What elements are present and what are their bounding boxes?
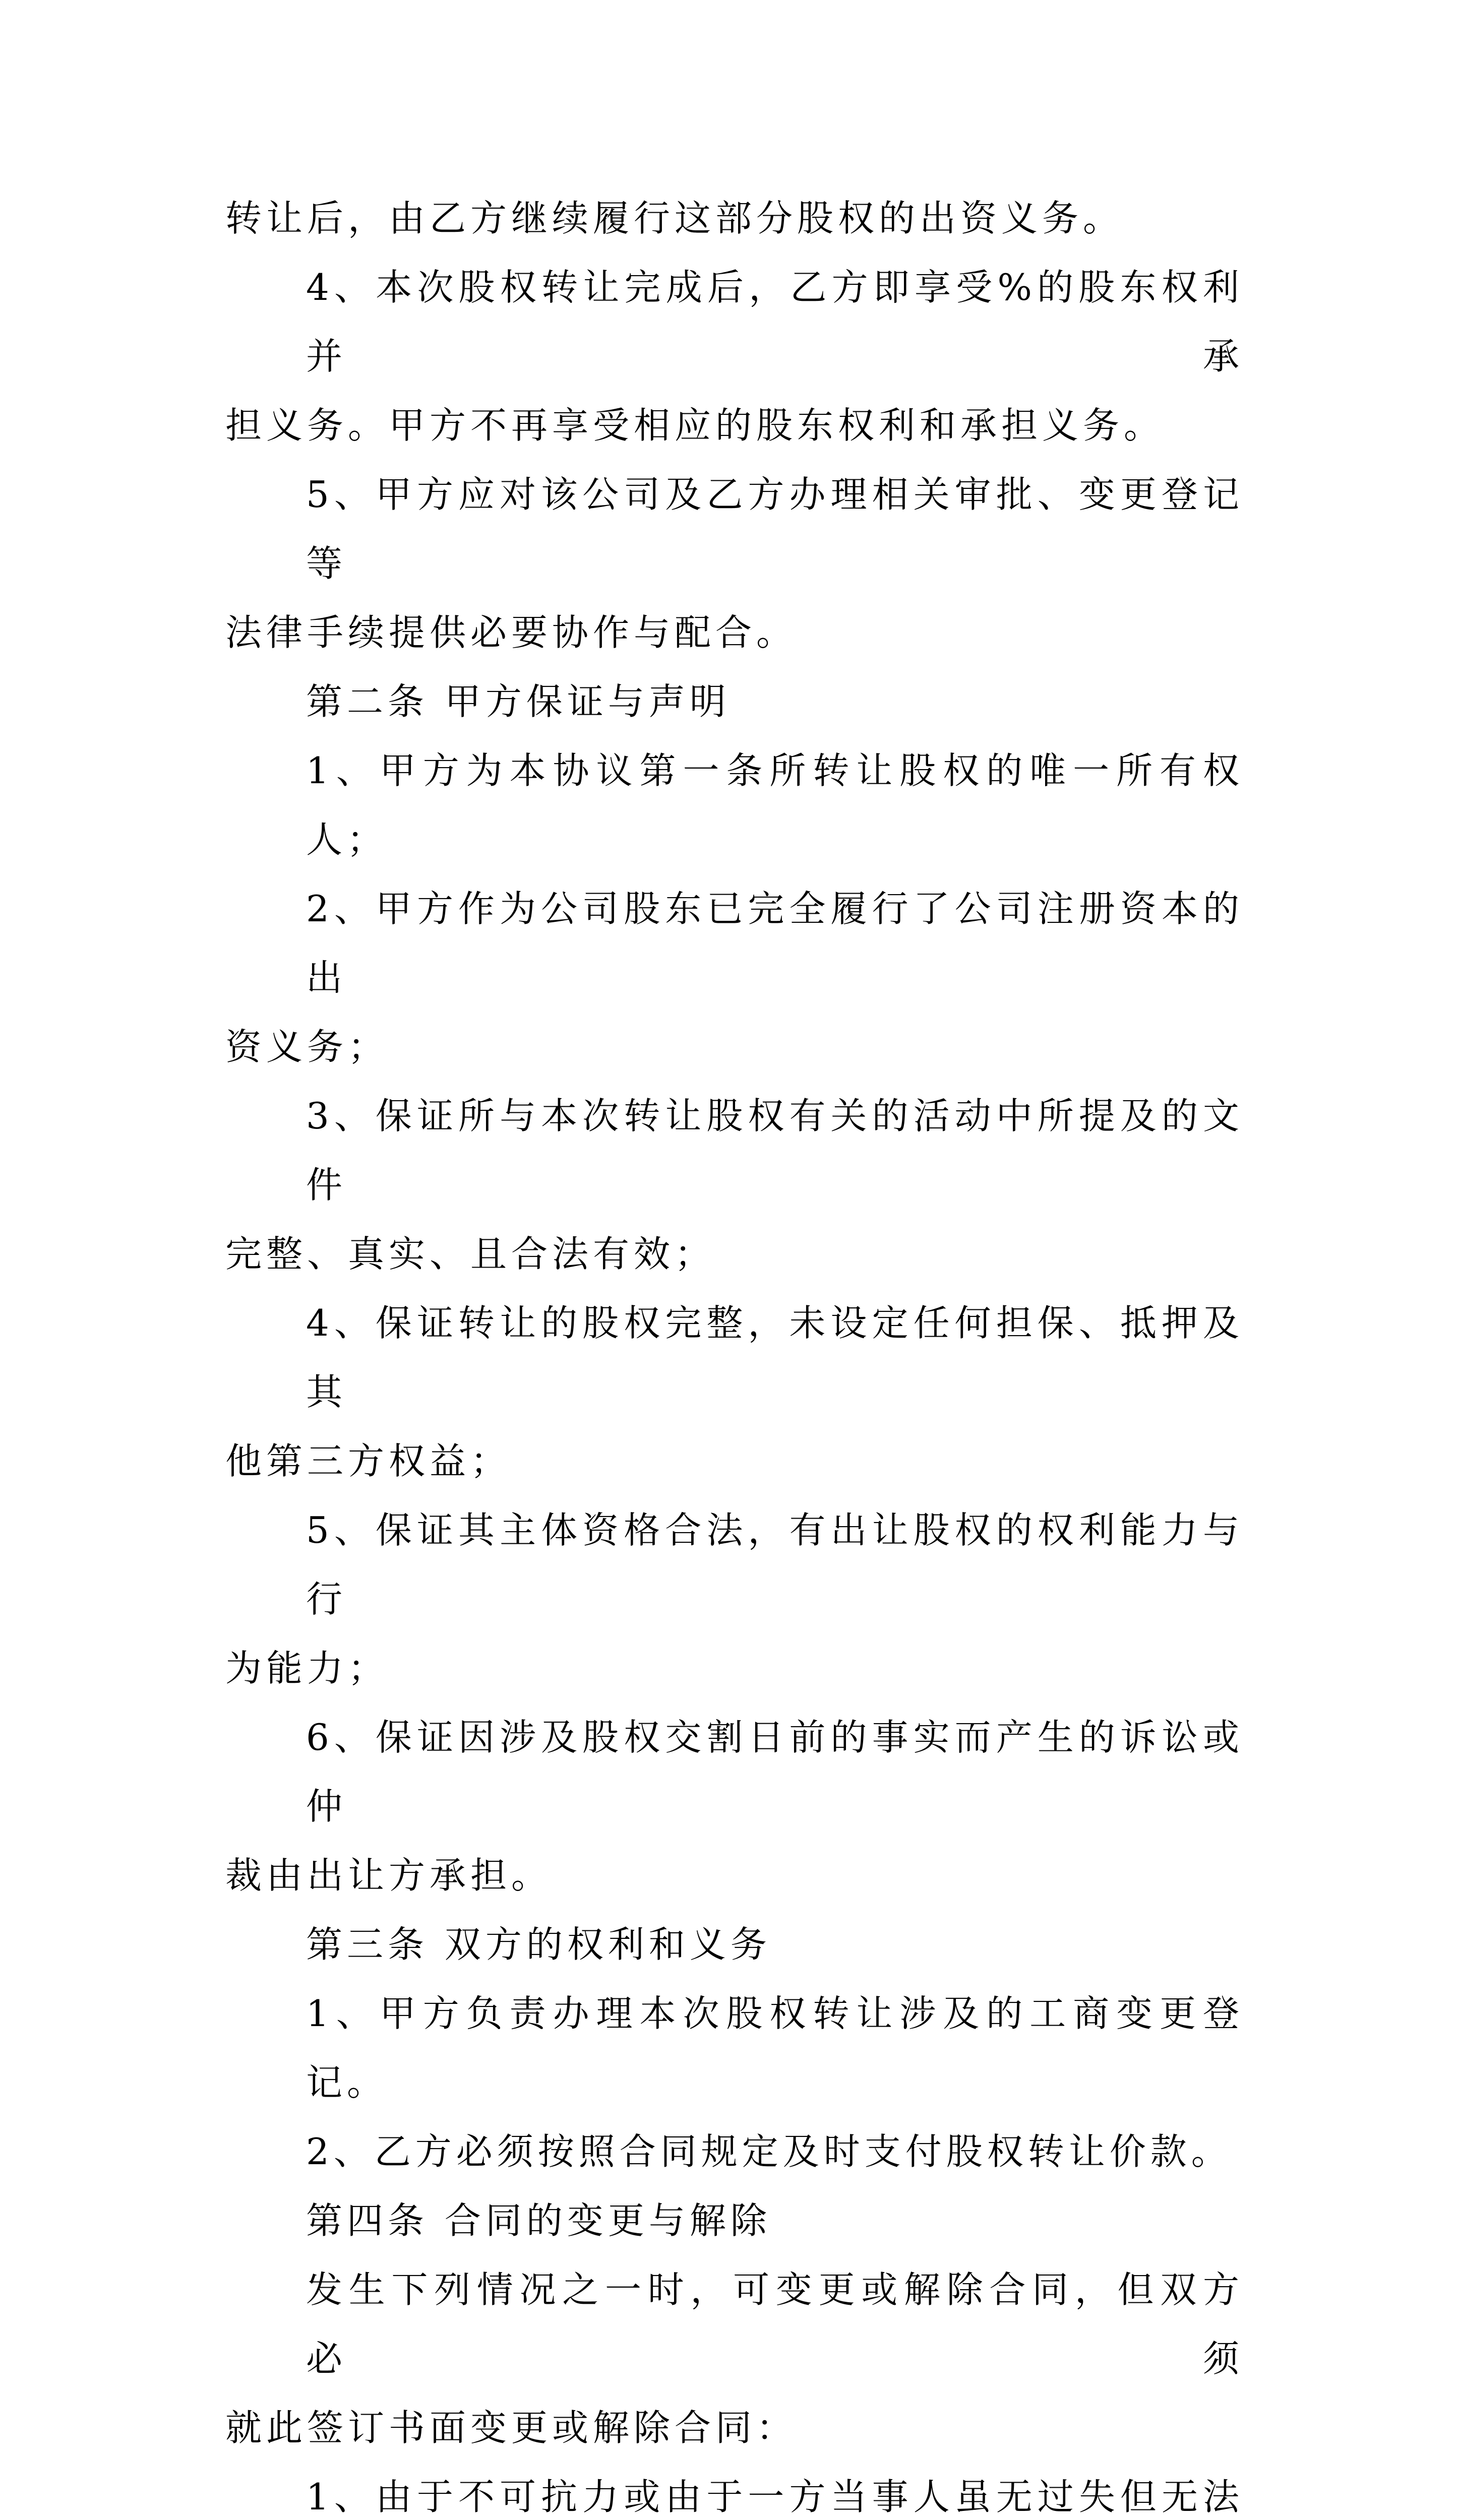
text-line: 转让后，由乙方继续履行这部分股权的出资义务。 bbox=[225, 197, 1124, 239]
paragraph bbox=[225, 1910, 1244, 1979]
paragraph bbox=[225, 2117, 1244, 2186]
text-line: 1、由于不可抗力或由于一方当事人虽无过失但无法 bbox=[306, 2476, 1244, 2518]
text-line: 1、甲方为本协议第一条所转让股权的唯一所有权人； bbox=[306, 749, 1244, 861]
text-line: 2、乙方必须按照合同规定及时支付股权转让价款。 bbox=[306, 2130, 1232, 2173]
text-line: 担义务。甲方不再享受相应的股东权利和承担义务。 bbox=[225, 404, 1165, 447]
text-line: 资义务； bbox=[225, 1026, 389, 1068]
paragraph bbox=[225, 874, 1244, 1082]
paragraph bbox=[225, 253, 1244, 460]
text-line: 4、本次股权转让完成后，乙方即享受%的股东权利并承 bbox=[306, 266, 1244, 377]
text-line: 完整、真实、且合法有效； bbox=[225, 1233, 716, 1275]
text-line: 第三条 双方的权利和义务 bbox=[306, 1923, 771, 1966]
text-line: 第二条 甲方保证与声明 bbox=[306, 680, 731, 723]
paragraph bbox=[225, 1082, 1244, 1289]
text-line: 3、保证所与本次转让股权有关的活动中所提及的文件 bbox=[306, 1095, 1244, 1206]
paragraph bbox=[225, 2186, 1244, 2255]
text-line: 裁由出让方承担。 bbox=[225, 1854, 553, 1897]
text-line: 第四条 合同的变更与解除 bbox=[306, 2199, 771, 2242]
text-line: 6、保证因涉及股权交割日前的事实而产生的诉讼或仲 bbox=[306, 1716, 1244, 1828]
paragraph bbox=[225, 667, 1244, 736]
text-line: 2、甲方作为公司股东已完全履行了公司注册资本的出 bbox=[306, 888, 1244, 999]
paragraph bbox=[225, 2463, 1244, 2520]
text-line: 他第三方权益； bbox=[225, 1440, 512, 1482]
text-line: 5、甲方应对该公司及乙方办理相关审批、变更登记等 bbox=[306, 473, 1244, 585]
paragraph bbox=[225, 736, 1244, 874]
text-line: 4、保证转让的股权完整，未设定任何担保、抵押及其 bbox=[306, 1302, 1244, 1413]
paragraph bbox=[225, 1979, 1244, 2117]
paragraph bbox=[225, 2255, 1244, 2463]
paragraph bbox=[225, 184, 1244, 253]
paragraph bbox=[225, 1703, 1244, 1910]
text-line: 法律手续提供必要协作与配合。 bbox=[225, 611, 798, 654]
paragraph bbox=[225, 1496, 1244, 1703]
paragraph bbox=[225, 1289, 1244, 1496]
text-line: 发生下列情况之一时，可变更或解除合同，但双方必须 bbox=[306, 2269, 1244, 2380]
text-line: 为能力； bbox=[225, 1647, 389, 1689]
document-body bbox=[225, 184, 1244, 2520]
text-line: 1、甲方负责办理本次股权转让涉及的工商变更登记。 bbox=[306, 1992, 1244, 2104]
text-line: 5、保证其主体资格合法，有出让股权的权利能力与行 bbox=[306, 1509, 1244, 1620]
paragraph bbox=[225, 460, 1244, 667]
text-line: 就此签订书面变更或解除合同： bbox=[225, 2407, 798, 2449]
